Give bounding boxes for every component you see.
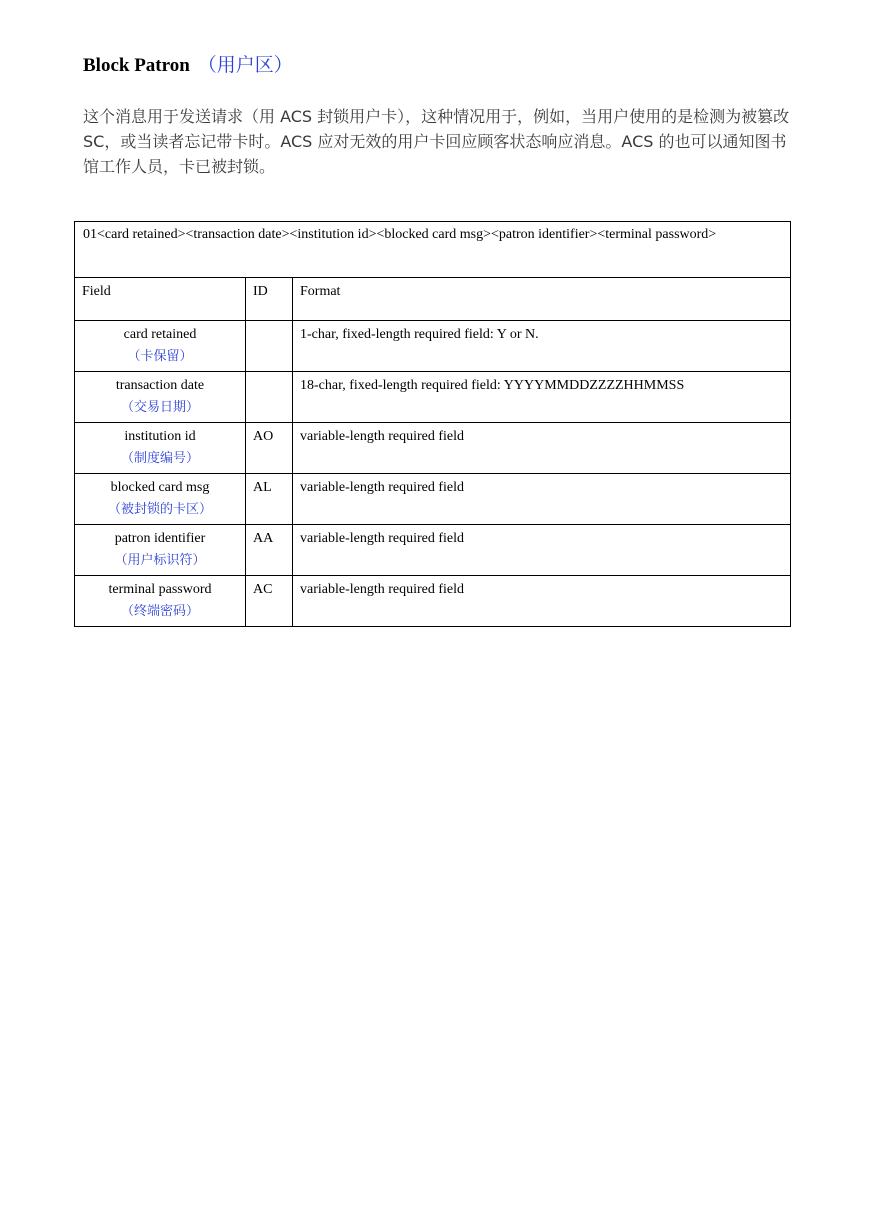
- title-chinese: （用户区）: [197, 55, 293, 76]
- id-cell: AA: [246, 525, 293, 576]
- layout-row: [75, 222, 791, 278]
- id-cell: AC: [246, 576, 293, 627]
- field-name: transaction date: [115, 378, 205, 393]
- field-name: patron identifier: [114, 531, 206, 546]
- table-row: [75, 321, 791, 372]
- field-cell: [75, 321, 246, 372]
- header-field: Field: [75, 278, 246, 321]
- id-cell: AO: [246, 423, 293, 474]
- field-cell: [75, 474, 246, 525]
- field-name-chinese: （用户标识符）: [114, 553, 206, 568]
- table-row: [75, 474, 791, 525]
- field-cell: [75, 423, 246, 474]
- field-name-chinese: （被封锁的卡区）: [107, 502, 212, 517]
- title-english: Block Patron: [83, 55, 190, 76]
- field-name-chinese: （卡保留）: [127, 349, 193, 364]
- field-name: card retained: [123, 327, 197, 342]
- format-cell: variable-length required field: [293, 576, 791, 627]
- format-cell: variable-length required field: [293, 525, 791, 576]
- table-row: [75, 525, 791, 576]
- message-layout: 01<card retained><transaction date><institution id><blocked card msg><patron identifier><terminal password>: [75, 222, 791, 278]
- field-name: blocked card msg: [110, 480, 210, 495]
- format-cell: 18-char, fixed-length required field: YYYYMMDDZZZZHHMMSS: [293, 372, 791, 423]
- header-format: Format: [293, 278, 791, 321]
- field-cell: [75, 372, 246, 423]
- page-title: [83, 50, 293, 77]
- format-cell: variable-length required field: [293, 474, 791, 525]
- field-name: institution id: [124, 429, 196, 444]
- id-cell: AL: [246, 474, 293, 525]
- format-cell: variable-length required field: [293, 423, 791, 474]
- id-cell: [246, 372, 293, 423]
- id-cell: [246, 321, 293, 372]
- field-name-chinese: （终端密码）: [120, 604, 199, 619]
- message-spec-table: [74, 221, 791, 627]
- table-row: [75, 372, 791, 423]
- format-cell: 1-char, fixed-length required field: Y or N.: [293, 321, 791, 372]
- field-name-chinese: （交易日期）: [120, 400, 199, 415]
- field-cell: [75, 525, 246, 576]
- header-id: ID: [246, 278, 293, 321]
- header-row: [75, 278, 791, 321]
- field-name-chinese: （制度编号）: [120, 451, 199, 466]
- table-row: [75, 423, 791, 474]
- field-cell: [75, 576, 246, 627]
- field-name: terminal password: [108, 582, 212, 597]
- table-row: [75, 576, 791, 627]
- intro-paragraph: 这个消息用于发送请求（用 ACS 封锁用户卡），这种情况用于，例如，当用户使用的是检测为被篡改 SC，或当读者忘记带卡时。ACS 应对无效的用户卡回应顾客状态响应消息。ACS 的也可以通知图书馆工作人员，卡已被封锁。: [83, 107, 790, 176]
